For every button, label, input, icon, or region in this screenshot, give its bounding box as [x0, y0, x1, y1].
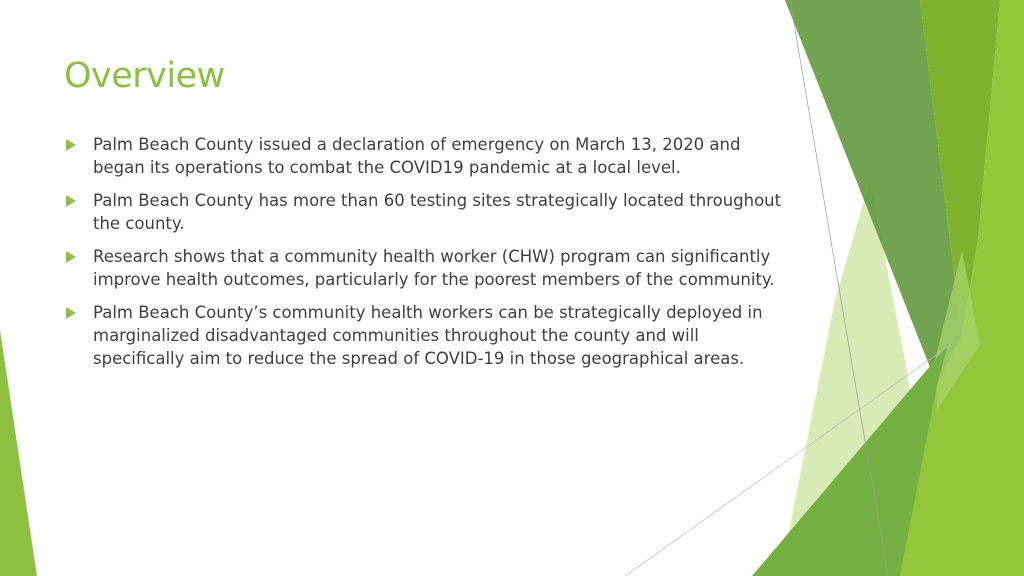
triangle-bullet-icon — [66, 307, 76, 319]
bullet-text: Palm Beach County has more than 60 testing sites strategically located throughout the county. — [93, 191, 782, 233]
bullet-text: Research shows that a community health worker (CHW) program can significantly improve health outcomes, particularly for the poorest members of the community. — [93, 247, 775, 289]
bullet-text: Palm Beach County’s community health workers can be strategically deployed in marginalized disadvantaged communities throughout the county and will specifically aim to reduce the spread of COVID-19 in those geographical areas. — [93, 303, 763, 368]
slide-title: Overview — [64, 56, 225, 96]
bullet-item — [66, 189, 786, 235]
triangle-bullet-icon — [66, 251, 76, 263]
bullet-text: Palm Beach County issued a declaration of emergency on March 13, 2020 and began its operations to combat the COVID19 pandemic at a local level. — [93, 135, 741, 177]
bullet-item — [66, 133, 786, 179]
bullet-item — [66, 245, 786, 291]
triangle-bullet-icon — [66, 195, 76, 207]
left-sliver — [0, 330, 37, 576]
triangle-bullet-icon — [66, 139, 76, 151]
bullet-item — [66, 301, 786, 370]
bullet-list — [66, 133, 786, 380]
